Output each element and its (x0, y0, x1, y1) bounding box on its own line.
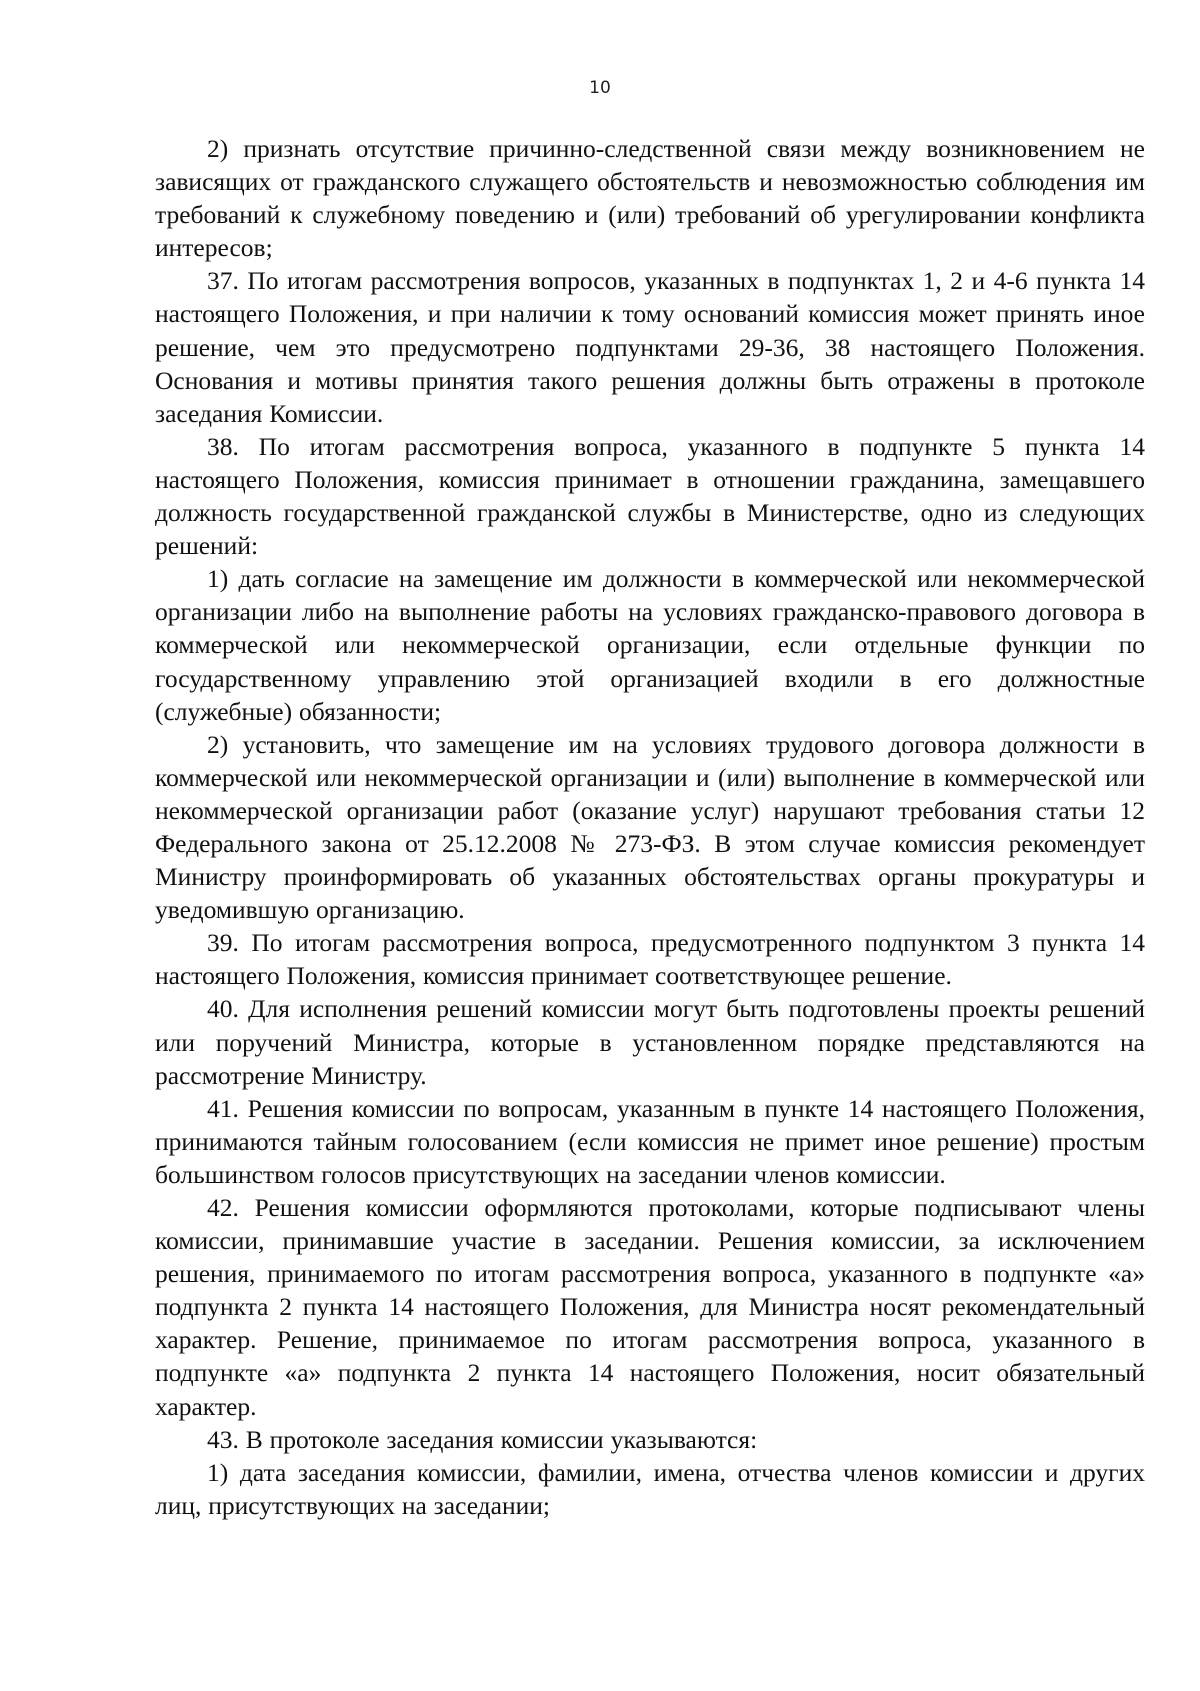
paragraph-40: 40. Для исполнения решений комиссии могут быть подготовлены проекты решений или поручений Министра, которые в установленном порядке представляются на рассмотрение Министру. (155, 994, 1145, 1090)
page-number: 10 (589, 78, 611, 98)
paragraph-37: 37. По итогам рассмотрения вопросов, указанных в подпунктах 1, 2 и 4-6 пункта 14 настоящего Положения, и при наличии к тому оснований комиссия может принять иное решение, чем это предусмотрено подпунктами 29-36, 38 настоящего Положения. Основания и мотивы принятия такого решения должны быть отражены в протоколе заседания Комиссии. (155, 266, 1145, 428)
document-body (155, 132, 1145, 1522)
paragraph-36-item-2: 2) признать отсутствие причинно-следственной связи между возникновением не зависящих от гражданского служащего обстоятельств и невозможностью соблюдения им требований к служебному поведению и (или) требований об урегулировании конфликта интересов; (155, 134, 1145, 263)
paragraph-41: 41. Решения комиссии по вопросам, указанным в пункте 14 настоящего Положения, принимаются тайным голосованием (если комиссия не примет иное решение) простым большинством голосов присутствующих на заседании членов комиссии. (155, 1093, 1145, 1189)
paragraph-38-item-2: 2) установить, что замещение им на условиях трудового договора должности в коммерческой или некоммерческой организации и (или) выполнение в коммерческой или некоммерческой организации работ (оказание услуг) нарушают требования статьи 12 Федерального закона от 25.12.2008 № 273-ФЗ. В этом случае комиссия рекомендует Министру проинформировать об указанных обстоятельствах органы прокуратуры и уведомившую организацию. (155, 729, 1145, 925)
paragraph-42: 42. Решения комиссии оформляются протоколами, которые подписывают члены комиссии, принимавшие участие в заседании. Решения комиссии, за исключением решения, принимаемого по итогам рассмотрения вопроса, указанного в подпункте «а» подпункта 2 пункта 14 настоящего Положения, для Министра носят рекомендательный характер. Решение, принимаемое по итогам рассмотрения вопроса, указанного в подпункте «а» подпункта 2 пункта 14 настоящего Положения, носит обязательный характер. (155, 1193, 1145, 1421)
paragraph-43-item-1: 1) дата заседания комиссии, фамилии, имена, отчества членов комиссии и других лиц, присутствующих на заседании; (155, 1457, 1145, 1520)
paragraph-43: 43. В протоколе заседания комиссии указываются: (207, 1424, 758, 1454)
paragraph-38: 38. По итогам рассмотрения вопроса, указанного в подпункте 5 пункта 14 настоящего Положения, комиссия принимает в отношении гражданина, замещавшего должность государственной гражданской службы в Министерстве, одно из следующих решений: (155, 431, 1145, 561)
paragraph-39: 39. По итогам рассмотрения вопроса, предусмотренного подпунктом 3 пункта 14 настоящего Положения, комиссия принимает соответствующее решение. (155, 928, 1145, 991)
paragraph-38-item-1: 1) дать согласие на замещение им должности в коммерческой или некоммерческой организации либо на выполнение работы на условиях гражданско-правового договора в коммерческой или некоммерческой организации, если отдельные функции по государственному управлению этой организацией входили в его должностные (служебные) обязанности; (155, 564, 1145, 726)
